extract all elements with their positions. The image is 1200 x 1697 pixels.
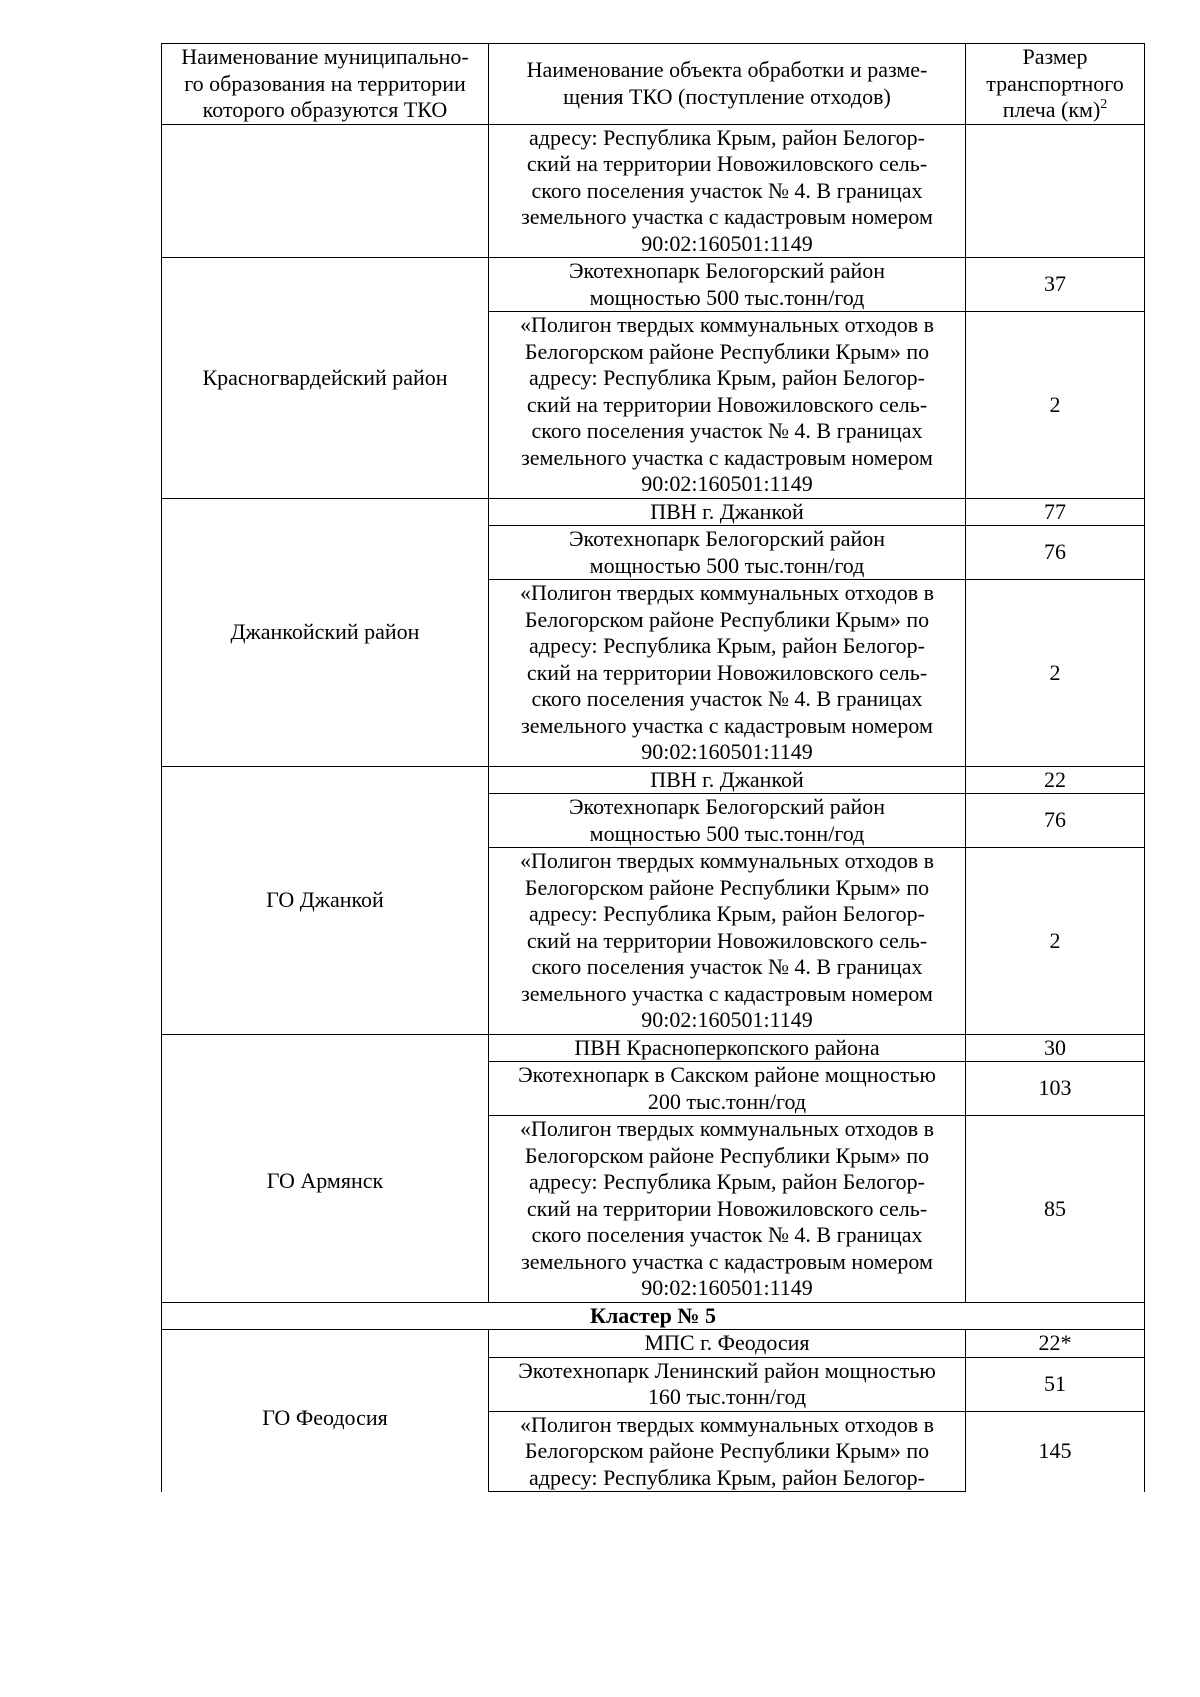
- table-row: [162, 1034, 1145, 1062]
- distance-cell: 103: [966, 1062, 1145, 1116]
- waste-transport-table: [161, 43, 1145, 1492]
- table-row: [162, 258, 1145, 312]
- distance-cell: 30: [966, 1034, 1145, 1062]
- facility-cell: ПВН г. Джанкой: [489, 498, 966, 526]
- facility-cell: Экотехнопарк Ленинский район мощностью 160 тыс.тонн/год: [489, 1357, 966, 1411]
- table-row: [162, 1330, 1145, 1358]
- municipality-cell: ГО Феодосия: [162, 1330, 489, 1492]
- table-row: [162, 498, 1145, 526]
- footnote-marker: 2: [1100, 97, 1108, 112]
- facility-cell: адресу: Республика Крым, район Белогор- ский на территории Новожиловского сель- ского поселения участок № 4. В границах земельного участка с кадастровым номером 90:02:160501:1149: [489, 124, 966, 258]
- header-distance-label: Размер транспортного плеча (км): [986, 44, 1124, 122]
- facility-cell: «Полигон твердых коммунальных отходов в Белогорском районе Республики Крым» по адресу: Республика Крым, район Белогор- ский на территории Новожиловского сель- ского поселения участок № 4. В границах земельного участка с кадастровым номером 90:02:160501:1149: [489, 312, 966, 499]
- facility-cell: ПВН Красноперкопского района: [489, 1034, 966, 1062]
- distance-cell: [966, 124, 1145, 258]
- distance-cell: 85: [966, 1116, 1145, 1303]
- facility-cell: «Полигон твердых коммунальных отходов в Белогорском районе Республики Крым» по адресу: Республика Крым, район Белогор- ский на территории Новожиловского сель- ского поселения участок № 4. В границах земельного участка с кадастровым номером 90:02:160501:1149: [489, 580, 966, 767]
- distance-cell: 2: [966, 580, 1145, 767]
- distance-cell: 51: [966, 1357, 1145, 1411]
- municipality-cell: ГО Армянск: [162, 1034, 489, 1302]
- distance-cell: 22*: [966, 1330, 1145, 1358]
- table-row: [162, 766, 1145, 794]
- header-municipality: Наименование муниципально- го образования на территории которого образуются ТКО: [162, 44, 489, 125]
- header-distance: [966, 44, 1145, 125]
- facility-cell: Экотехнопарк Белогорский район мощностью 500 тыс.тонн/год: [489, 526, 966, 580]
- cluster-label: Кластер № 5: [162, 1302, 1145, 1330]
- distance-cell: 76: [966, 526, 1145, 580]
- municipality-cell: Джанкойский район: [162, 498, 489, 766]
- distance-cell: 2: [966, 848, 1145, 1035]
- facility-cell: ПВН г. Джанкой: [489, 766, 966, 794]
- header-facility: Наименование объекта обработки и разме- щения ТКО (поступление отходов): [489, 44, 966, 125]
- facility-cell: МПС г. Феодосия: [489, 1330, 966, 1358]
- facility-cell: Экотехнопарк Белогорский район мощностью 500 тыс.тонн/год: [489, 258, 966, 312]
- municipality-cell: ГО Джанкой: [162, 766, 489, 1034]
- cluster-row: [162, 1302, 1145, 1330]
- distance-cell: 2: [966, 312, 1145, 499]
- facility-cell: Экотехнопарк в Сакском районе мощностью 200 тыс.тонн/год: [489, 1062, 966, 1116]
- facility-cell: «Полигон твердых коммунальных отходов в Белогорском районе Республики Крым» по адресу: Республика Крым, район Белогор- ский на территории Новожиловского сель- ского поселения участок № 4. В границах земельного участка с кадастровым номером 90:02:160501:1149: [489, 848, 966, 1035]
- table-row: [162, 124, 1145, 258]
- facility-cell: «Полигон твердых коммунальных отходов в Белогорском районе Республики Крым» по адресу: Республика Крым, район Белогор- ский на территории Новожиловского сель- ского поселения участок № 4. В границах земельного участка с кадастровым номером 90:02:160501:1149: [489, 1116, 966, 1303]
- municipality-cell: Красногвардейский район: [162, 258, 489, 499]
- distance-cell: 76: [966, 794, 1145, 848]
- distance-cell: 22: [966, 766, 1145, 794]
- distance-cell: 37: [966, 258, 1145, 312]
- table-header-row: [162, 44, 1145, 125]
- distance-cell: 77: [966, 498, 1145, 526]
- facility-cell: «Полигон твердых коммунальных отходов в Белогорском районе Республики Крым» по адресу: Республика Крым, район Белогор-: [489, 1411, 966, 1492]
- distance-cell: 145: [966, 1411, 1145, 1492]
- facility-cell: Экотехнопарк Белогорский район мощностью 500 тыс.тонн/год: [489, 794, 966, 848]
- municipality-cell-empty: [162, 124, 489, 258]
